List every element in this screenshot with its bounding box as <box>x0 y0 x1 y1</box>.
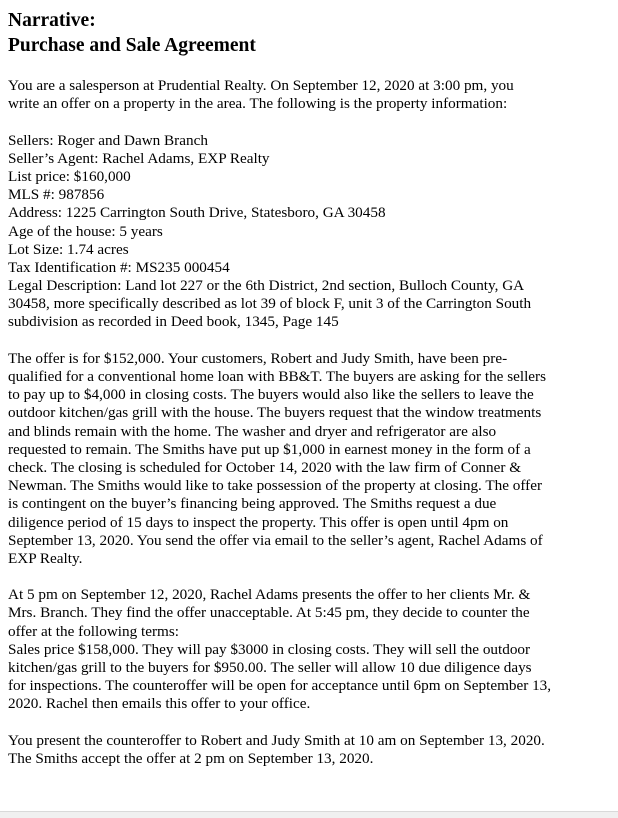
counteroffer-line: Sales price $158,000. They will pay $3000 in closing costs. They will sell the outdoor <box>8 640 531 658</box>
paragraph-spacer <box>8 113 608 131</box>
property-age: Age of the house: 5 years <box>8 222 163 240</box>
acceptance-line: You present the counteroffer to Robert and Judy Smith at 10 am on September 13, 2020. <box>8 731 545 749</box>
offer-line: and blinds remain with the home. The washer and dryer and refrigerator are also <box>8 422 497 440</box>
heading-line-title: Purchase and Sale Agreement <box>8 35 256 56</box>
property-address: Address: 1225 Carrington South Drive, Statesboro, GA 30458 <box>8 204 386 222</box>
counteroffer-line: At 5 pm on September 12, 2020, Rachel Adams presents the offer to her clients Mr. & <box>8 586 531 604</box>
counteroffer-line: 2020. Rachel then emails this offer to your office. <box>8 695 311 713</box>
offer-line: September 13, 2020. You send the offer via email to the seller’s agent, Rachel Adams of <box>8 531 543 549</box>
offer-line: diligence period of 15 days to inspect the property. This offer is open until 4pm on <box>8 513 509 531</box>
paragraph-spacer <box>8 714 608 732</box>
narrative-body <box>8 77 608 768</box>
offer-line: to pay up to $4,000 in closing costs. The buyers would also like the sellers to leave the <box>8 386 534 404</box>
offer-line: outdoor kitchen/gas grill with the house. The buyers request that the window treatments <box>8 404 542 422</box>
property-lot-size: Lot Size: 1.74 acres <box>8 240 129 258</box>
offer-line: check. The closing is scheduled for October 14, 2020 with the law firm of Conner & <box>8 458 522 476</box>
offer-line: EXP Realty. <box>8 549 83 567</box>
heading-line-narrative: Narrative: <box>8 10 96 31</box>
property-sellers-agent: Seller’s Agent: Rachel Adams, EXP Realty <box>8 149 270 167</box>
document-heading <box>8 8 256 58</box>
offer-line: requested to remain. The Smiths have put up $1,000 in earnest money in the form of a <box>8 440 531 458</box>
acceptance-paragraph <box>8 732 608 768</box>
property-legal-description: Legal Description: Land lot 227 or the 6th District, 2nd section, Bulloch County, GA <box>8 277 525 295</box>
offer-line: Newman. The Smiths would like to take possession of the property at closing. The offer <box>8 477 543 495</box>
property-legal-description: subdivision as recorded in Deed book, 1345, Page 145 <box>8 313 339 331</box>
paragraph-spacer <box>8 568 608 586</box>
intro-paragraph <box>8 77 608 113</box>
counteroffer-line: kitchen/gas grill to the buyers for $950.00. The seller will allow 10 due diligence days <box>8 659 532 676</box>
offer-paragraph <box>8 350 608 568</box>
offer-line: qualified for a conventional home loan with BB&T. The buyers are asking for the sellers <box>8 368 547 385</box>
intro-line: You are a salesperson at Prudential Realty. On September 12, 2020 at 3:00 pm, you <box>8 77 514 94</box>
counteroffer-line: for inspections. The counteroffer will be open for acceptance until 6pm on September 13, <box>8 677 552 695</box>
counteroffer-line: offer at the following terms: <box>8 622 179 640</box>
property-sellers: Sellers: Roger and Dawn Branch <box>8 131 208 149</box>
property-mls-number: MLS #: 987856 <box>8 186 105 204</box>
property-list-price: List price: $160,000 <box>8 167 131 185</box>
paragraph-spacer <box>8 332 608 350</box>
acceptance-line: The Smiths accept the offer at 2 pm on September 13, 2020. <box>8 749 374 767</box>
counteroffer-line: Mrs. Branch. They find the offer unacceptable. At 5:45 pm, they decide to counter the <box>8 604 530 622</box>
intro-line: write an offer on a property in the area. The following is the property information: <box>8 95 508 113</box>
counteroffer-paragraph <box>8 586 608 713</box>
page-bottom-edge <box>0 811 618 818</box>
property-legal-description: 30458, more specifically described as lot 39 of block F, unit 3 of the Carrington South <box>8 295 532 313</box>
property-info-list <box>8 132 608 332</box>
offer-line: The offer is for $152,000. Your customers, Robert and Judy Smith, have been pre- <box>8 349 508 367</box>
property-tax-id: Tax Identification #: MS235 000454 <box>8 258 230 276</box>
offer-line: is contingent on the buyer’s financing being approved. The Smiths request a due <box>8 495 497 513</box>
